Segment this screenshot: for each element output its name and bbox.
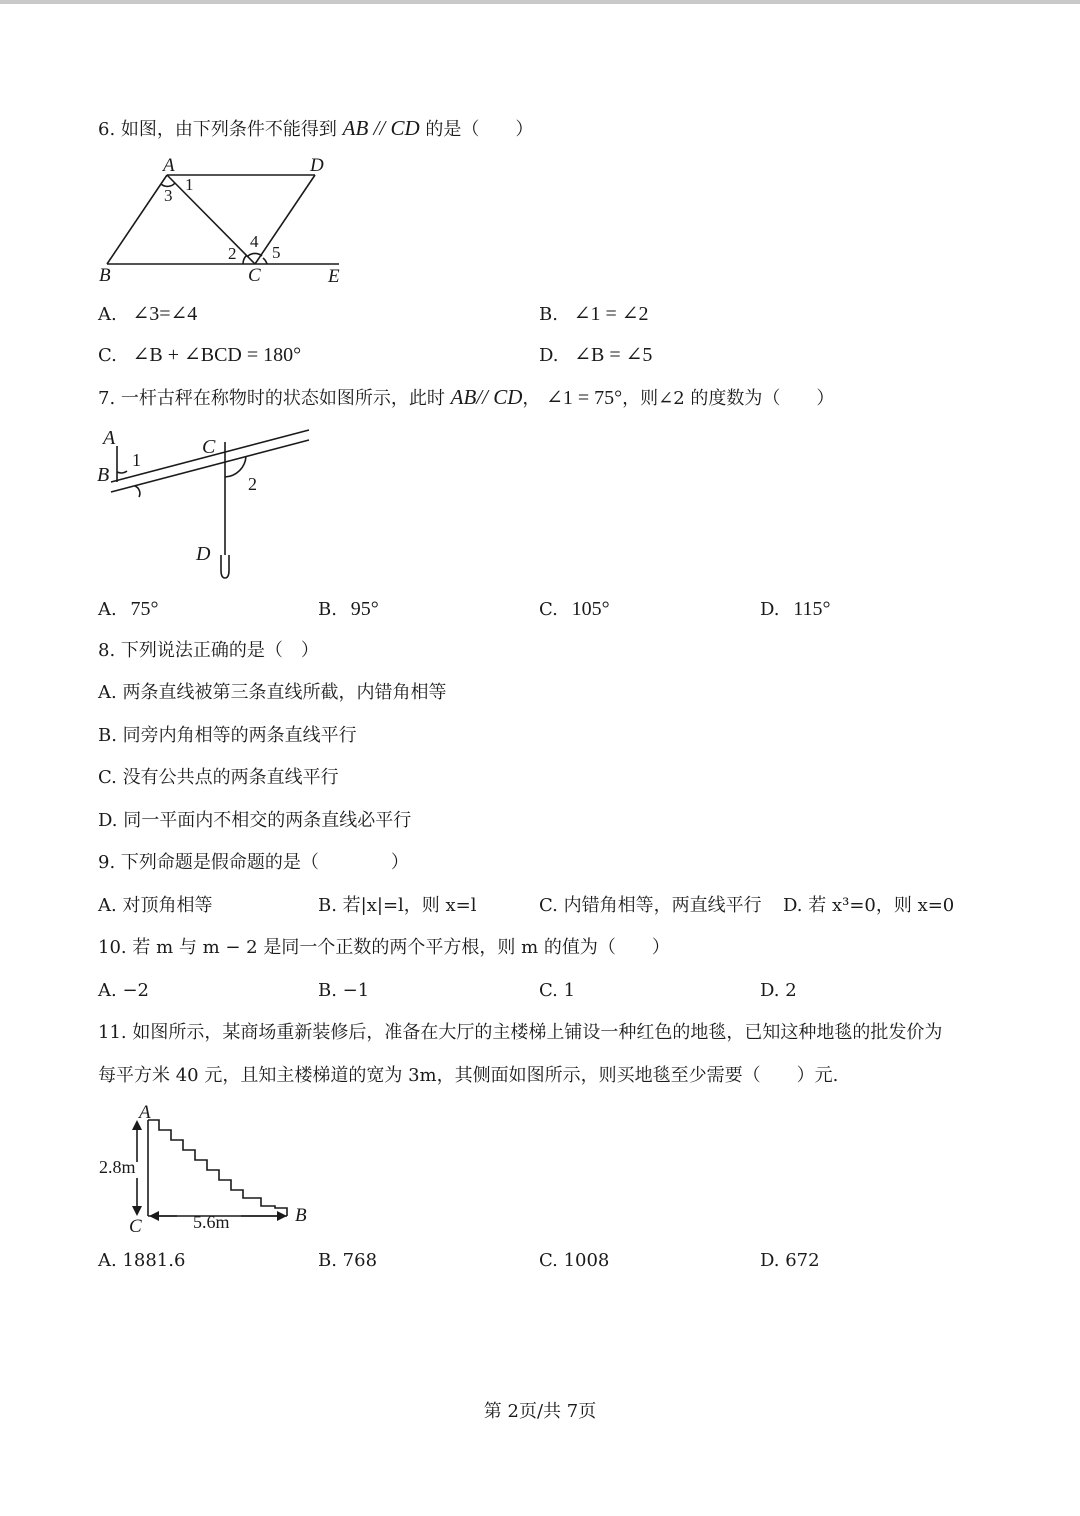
q11-option-b: B. 768 (318, 1250, 378, 1271)
q7-label-c: C (202, 436, 216, 458)
q11-figure (95, 1100, 325, 1240)
q6-label-e: E (328, 266, 340, 287)
q6-line-ac (167, 175, 255, 264)
q6-option-a-text: ∠3=∠4 (132, 303, 198, 325)
q7-option-d-text: 115° (793, 598, 831, 620)
q6-label-3: 3 (164, 186, 173, 205)
q11-label-height: 2.8m (99, 1157, 136, 1177)
q6-option-a-letter: A. (98, 304, 117, 325)
q11-stairs (148, 1120, 287, 1216)
q10-option-b: B. −1 (318, 980, 370, 1001)
q6-label-d: D (310, 155, 324, 176)
q7-option-d-letter: D. (760, 599, 780, 620)
q7-weight (221, 555, 229, 578)
q11-arrowhead-right (277, 1211, 287, 1221)
q8-option-c: C. 没有公共点的两条直线平行 (98, 767, 339, 788)
q6-arc-5 (263, 258, 267, 264)
q6-arc-2 (243, 255, 247, 264)
q7-arc-1 (117, 471, 127, 473)
q6-option-d-text: ∠B = ∠5 (574, 344, 653, 366)
q11-option-c: C. 1008 (539, 1250, 610, 1271)
q11-arrowhead-bottom (132, 1206, 142, 1216)
q6-option-c-text: ∠B + ∠BCD = 180° (132, 344, 302, 366)
q11-option-d: D. 672 (760, 1250, 820, 1271)
q6-line-dc (255, 175, 315, 264)
q11-label-a: A (139, 1102, 151, 1123)
q6-stem-math: AB // CD (342, 116, 420, 140)
q6-label-2: 2 (228, 244, 237, 263)
q6-label-1: 1 (185, 175, 194, 194)
q6-label-c: C (248, 265, 261, 286)
q7-option-b (318, 597, 379, 621)
q10-option-a: A. −2 (98, 980, 149, 1001)
q7-stem-math-parallel: AB// CD (450, 385, 523, 409)
q6-option-c (98, 343, 301, 367)
q6-option-d-letter: D. (539, 345, 559, 366)
q6-figure (95, 150, 355, 290)
q9-option-b: B. 若|x|=l，则 x=l (318, 895, 477, 916)
q11-stem-line2: 每平方米 40 元，且知主楼梯道的宽为 3m，其侧面如图所示，则买地毯至少需要（ ）元. (98, 1065, 839, 1086)
q7-option-a-text: 75° (130, 598, 159, 620)
q11-stem-line1: 11. 如图所示，某商场重新装修后，准备在大厅的主楼梯上铺设一种红色的地毯，已知这种地毯的批发价为 (98, 1022, 943, 1043)
q11-arrowhead-left (149, 1211, 159, 1221)
q7-option-b-text: 95° (350, 598, 379, 620)
q11-label-width: 5.6m (193, 1212, 230, 1232)
q8-option-d: D. 同一平面内不相交的两条直线必平行 (98, 810, 412, 831)
q9-option-c: C. 内错角相等，两直线平行 (539, 895, 762, 916)
q8-option-b: B. 同旁内角相等的两条直线平行 (98, 725, 357, 746)
q7-label-d: D (196, 543, 211, 565)
q11-label-c: C (129, 1216, 142, 1237)
q7-option-c-text: 105° (571, 598, 610, 620)
q10-option-c: C. 1 (539, 980, 576, 1001)
q7-option-a-letter: A. (98, 599, 117, 620)
q6-option-b-letter: B. (539, 304, 558, 325)
q6-label-a: A (163, 155, 175, 176)
q7-label-1: 1 (132, 450, 141, 470)
q8-option-a: A. 两条直线被第三条直线所截，内错角相等 (98, 682, 447, 703)
q7-stem (98, 385, 834, 410)
q6-option-b-text: ∠1 = ∠2 (573, 303, 649, 325)
q7-label-a: A (103, 427, 116, 449)
q7-arc-b (135, 486, 140, 497)
q11-option-a: A. 1881.6 (98, 1250, 186, 1271)
q8-stem: 8. 下列说法正确的是（ ） (98, 640, 319, 661)
q7-label-2: 2 (248, 474, 257, 494)
q6-label-4: 4 (250, 232, 259, 251)
q7-label-b: B (97, 464, 110, 486)
q11-label-b: B (295, 1205, 307, 1226)
q7-option-d (760, 597, 831, 621)
q7-stem-math-angle: ∠1 = 75° (546, 387, 623, 409)
q6-option-b (539, 302, 648, 326)
q9-stem: 9. 下列命题是假命题的是（ ） (98, 852, 409, 873)
q6-option-c-letter: C. (98, 345, 117, 366)
page-top-border (0, 0, 1080, 4)
q6-label-b: B (99, 265, 111, 286)
q7-stem-comma: ， (522, 388, 541, 409)
q6-option-d (539, 343, 652, 367)
q7-stem-suffix: ，则∠2 的度数为（ ） (622, 388, 835, 409)
q7-option-a (98, 597, 158, 621)
page-footer: 第 2页/共 7页 (483, 1401, 597, 1422)
q7-option-c-letter: C. (539, 599, 558, 620)
q10-stem: 10. 若 m 与 m − 2 是同一个正数的两个平方根，则 m 的值为（ ） (98, 937, 670, 958)
q9-option-a: A. 对顶角相等 (98, 895, 213, 916)
q9-option-d: D. 若 x³=0，则 x=0 (783, 895, 955, 916)
q6-label-5: 5 (272, 243, 281, 262)
q6-line-ab (107, 175, 167, 264)
q10-option-d: D. 2 (760, 980, 797, 1001)
q6-option-a (98, 302, 197, 326)
q7-option-c (539, 597, 610, 621)
q6-stem (98, 116, 533, 141)
q6-stem-prefix: 6. 如图，由下列条件不能得到 (98, 119, 337, 140)
q6-stem-suffix: 的是（ ） (425, 119, 534, 140)
q7-stem-prefix: 7. 一杆古秤在称物时的状态如图所示，此时 (98, 388, 445, 409)
q7-figure (95, 420, 325, 590)
q7-option-b-letter: B. (318, 599, 337, 620)
